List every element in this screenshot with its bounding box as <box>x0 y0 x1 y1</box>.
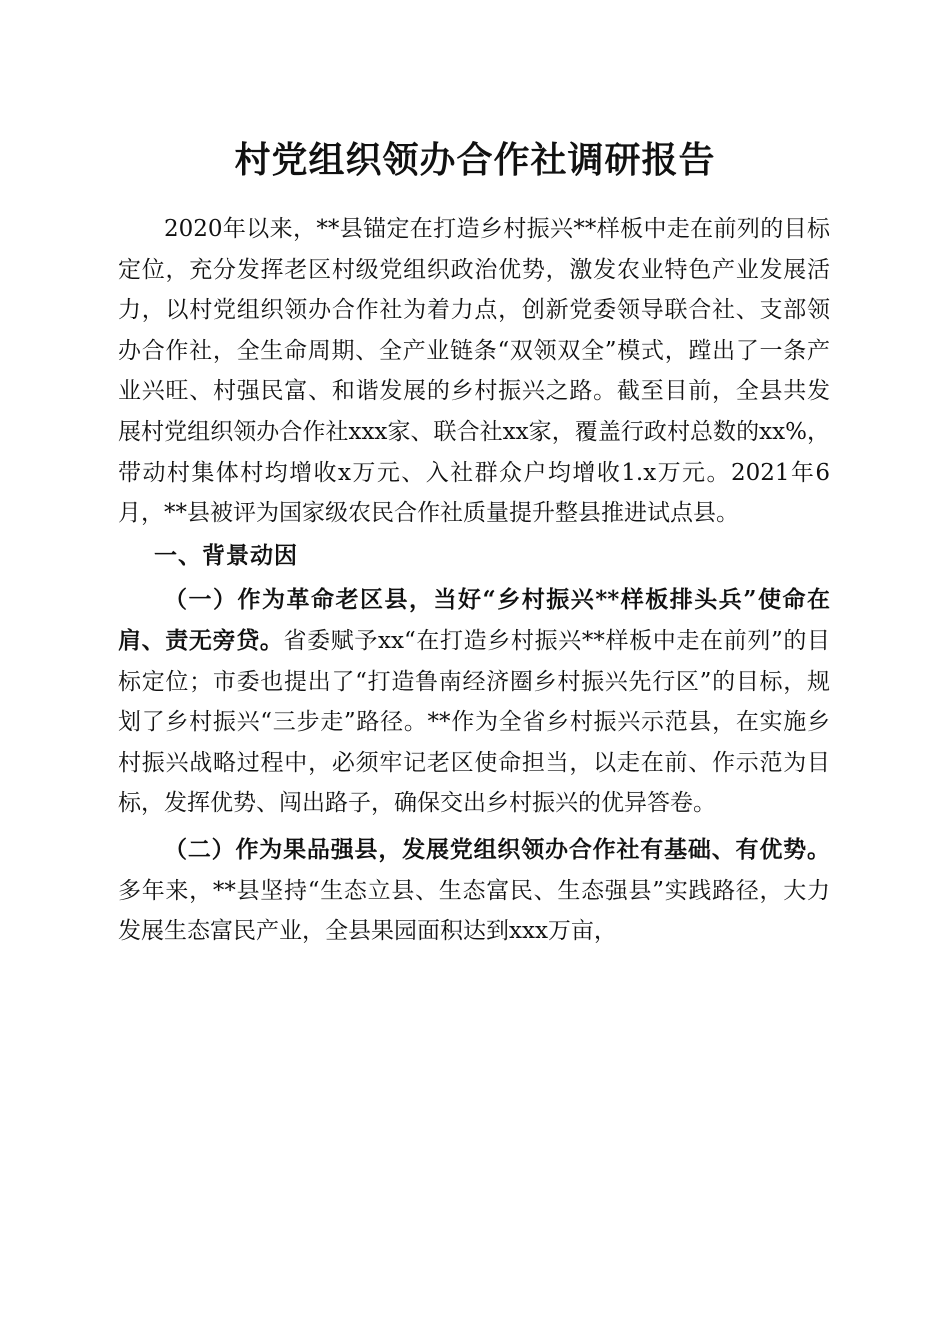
document-title: 村党组织领办合作社调研报告 <box>234 139 716 181</box>
subsection-2-body: 多年来，**县坚持“生态立县、生态富民、生态强县”实践路径，大力发展生态富民产业，全县果园面积达到xxx万亩， <box>118 877 830 945</box>
subsection-1-lead: （一）作为革命老区县，当好“乡村振兴**样板排头兵”使命在肩、责无旁贷。 <box>118 586 830 654</box>
intro-paragraph: 2020年以来，**县锚定在打造乡村振兴**样板中走在前列的目标定位，充分发挥老区村级党组织政治优势，激发农业特色产业发展活力，以村党组织领办合作社为着力点，创新党委领导联合社、支部领办合作社，全生命周期、全产业链条“双领双全”模式，蹚出了一条产业兴旺、村强民富、和谐发展的乡村振兴之路。截至目前，全县共发展村党组织领办合作社xxx家、联合社xx家，覆盖行政村总数的xx%，带动村集体村均增收x万元、入社群众户均增收1.x万元。2021年6月，**县被评为国家级农民合作社质量提升整县推进试点县。 <box>118 216 830 527</box>
subsection-1-paragraph <box>118 580 830 824</box>
document-body <box>118 209 830 952</box>
section-heading-background: 一、背景动因 <box>154 542 298 569</box>
subsection-2-paragraph <box>118 830 830 952</box>
subsection-1-body: 省委赋予xx“在打造乡村振兴**样板中走在前列”的目标定位；市委也提出了“打造鲁南经济圈乡村振兴先行区”的目标，规划了乡村振兴“三步走”路径。**作为全省乡村振兴示范县，在实施乡村振兴战略过程中，必须牢记老区使命担当，以走在前、作示范为目标，发挥优势、闯出路子，确保交出乡村振兴的优异答卷。 <box>118 627 831 817</box>
subsection-2-lead: （二）作为果品强县，发展党组织领办合作社有基础、有优势。 <box>164 835 830 863</box>
